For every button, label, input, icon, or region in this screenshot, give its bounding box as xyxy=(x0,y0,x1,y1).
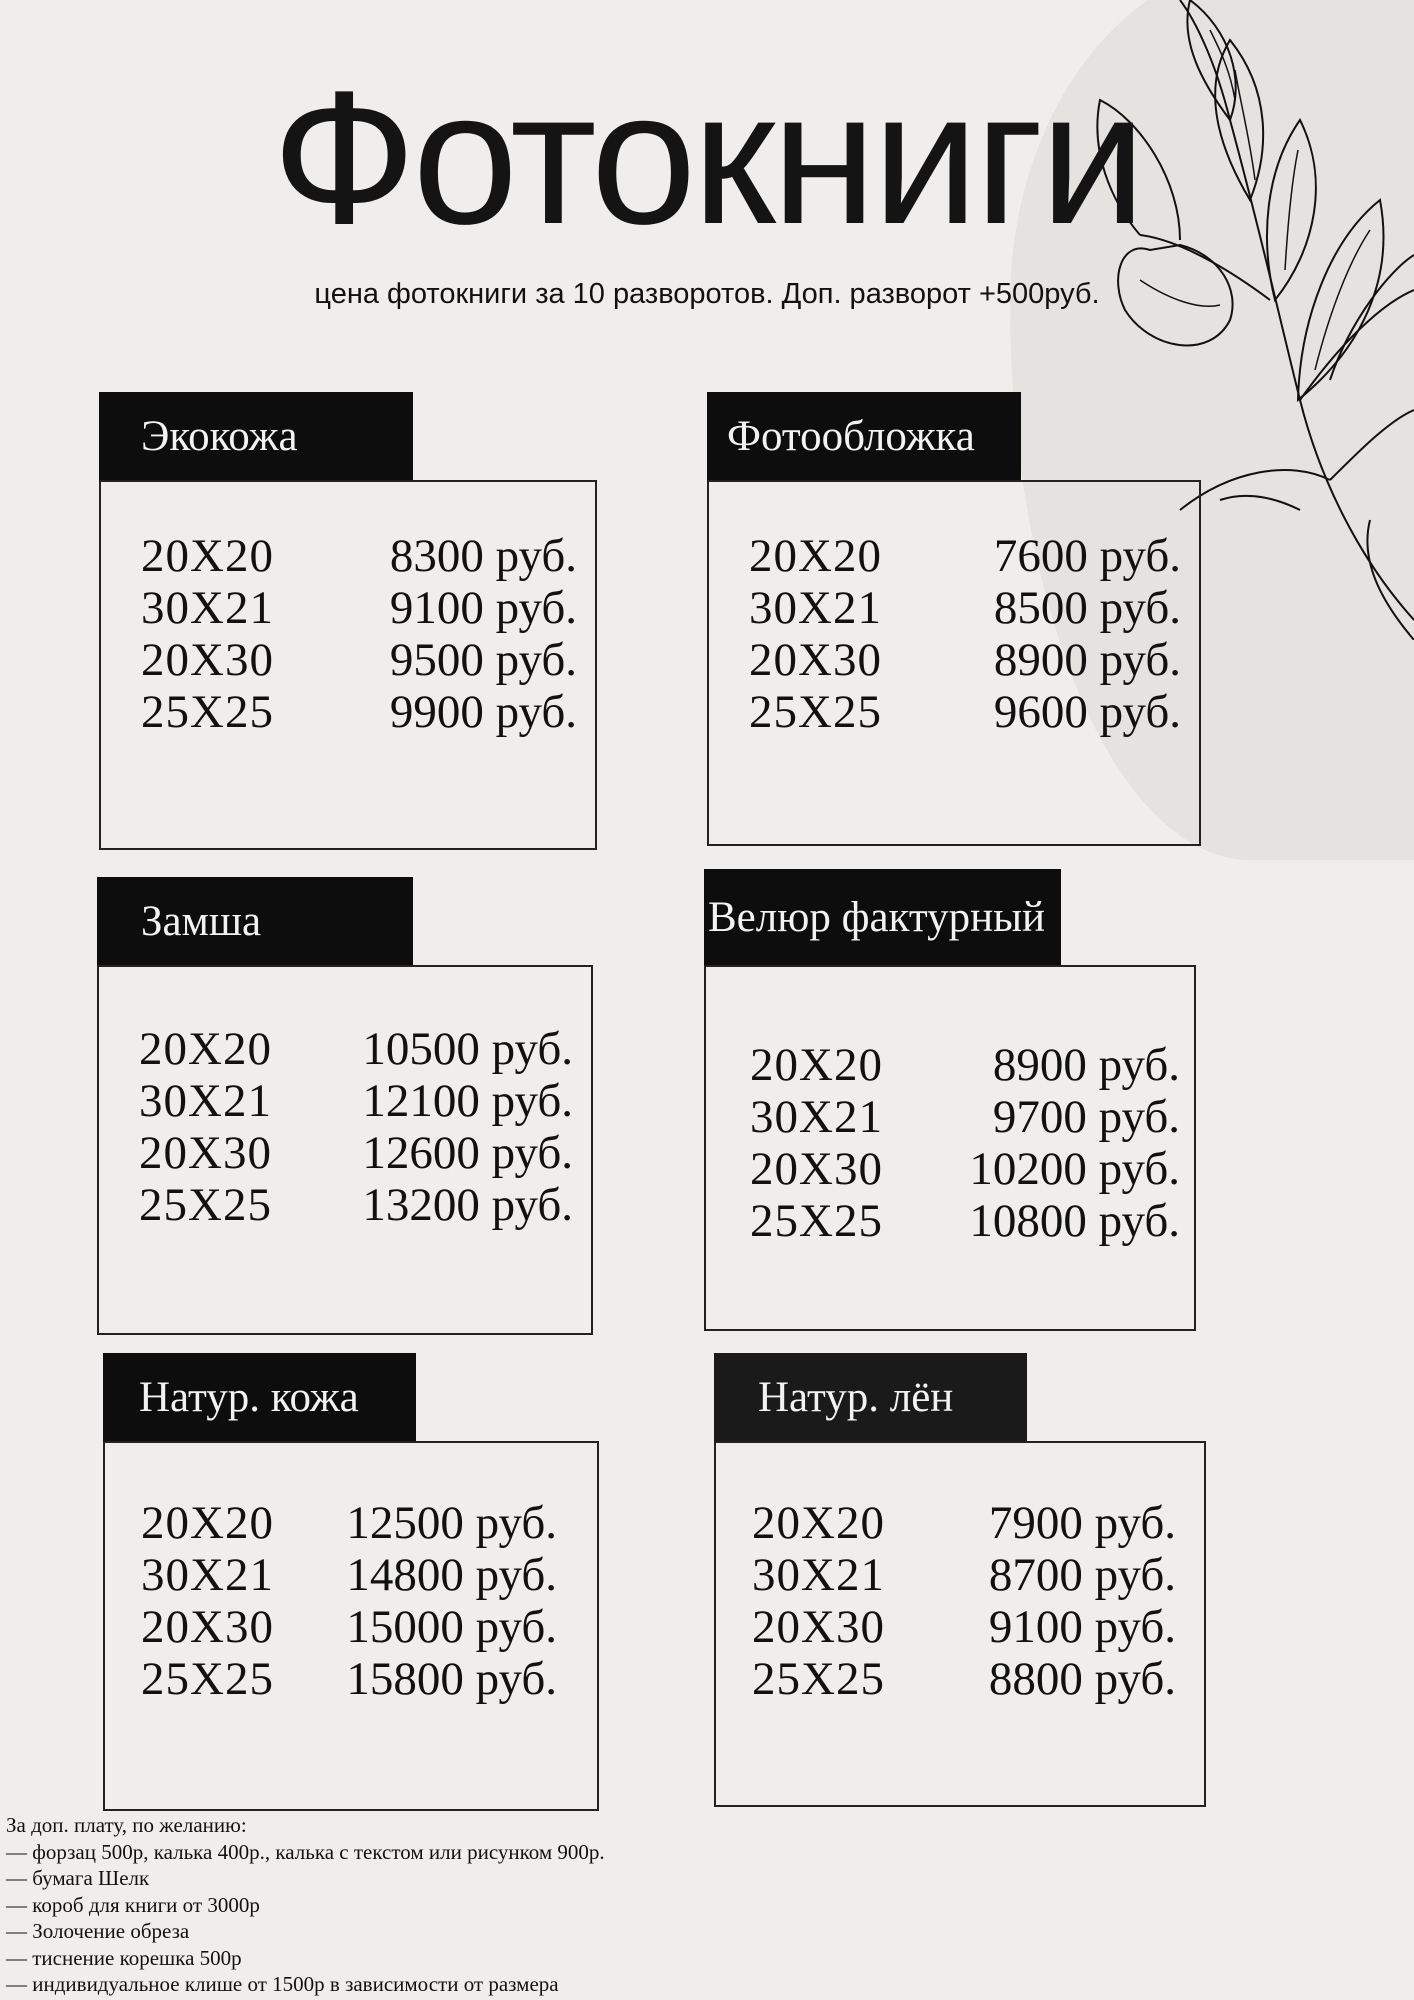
card-tab xyxy=(99,392,413,482)
price-value: 15000 руб. xyxy=(346,1601,557,1653)
card-title: Натур. кожа xyxy=(139,1374,359,1421)
size-label: 25Х25 xyxy=(141,1653,274,1705)
price-row xyxy=(752,1497,1176,1549)
price-value: 9100 руб. xyxy=(389,582,577,634)
price-value: 13200 руб. xyxy=(362,1179,573,1231)
price-value: 8800 руб. xyxy=(988,1653,1176,1705)
price-value: 8300 руб. xyxy=(389,530,577,582)
price-list xyxy=(141,530,577,738)
size-label: 30Х21 xyxy=(139,1075,272,1127)
price-list xyxy=(139,1023,573,1231)
price-row xyxy=(141,1653,557,1705)
size-label: 20Х30 xyxy=(139,1127,272,1179)
price-row xyxy=(749,530,1181,582)
price-row xyxy=(752,1653,1176,1705)
card-box xyxy=(99,480,597,850)
price-list xyxy=(752,1497,1176,1705)
card-title: Фотообложка xyxy=(727,413,975,460)
page-subtitle: цена фотокниги за 10 разворотов. Доп. разворот +500руб. xyxy=(314,278,1100,310)
price-value: 9900 руб. xyxy=(389,686,577,738)
footnote-item: — Золочение обреза xyxy=(6,1919,190,1943)
price-row xyxy=(139,1127,573,1179)
price-row xyxy=(139,1023,573,1075)
price-row xyxy=(141,686,577,738)
price-row xyxy=(749,634,1181,686)
size-label: 25Х25 xyxy=(749,686,882,738)
footnote-item: — тиснение корешка 500р xyxy=(6,1945,242,1970)
price-row xyxy=(752,1601,1176,1653)
card-title: Велюр фактурный xyxy=(708,894,1046,941)
price-value: 9700 руб. xyxy=(992,1091,1180,1143)
card-title: Замша xyxy=(141,898,262,945)
price-value: 8900 руб. xyxy=(992,1039,1180,1091)
price-row xyxy=(749,582,1181,634)
footnote-item: — короб для книги от 3000р xyxy=(6,1892,260,1917)
size-label: 25Х25 xyxy=(750,1195,883,1247)
size-label: 25Х25 xyxy=(752,1653,885,1705)
card-box xyxy=(103,1441,599,1811)
card-box xyxy=(704,965,1196,1331)
page-title: Фотокниги xyxy=(271,52,1143,264)
price-value: 9500 руб. xyxy=(389,634,577,686)
price-value: 9600 руб. xyxy=(993,686,1181,738)
card-tab xyxy=(704,869,1061,967)
size-label: 30Х21 xyxy=(752,1549,885,1601)
size-label: 30Х21 xyxy=(141,1549,274,1601)
price-value: 12600 руб. xyxy=(362,1127,573,1179)
price-row xyxy=(141,1549,557,1601)
price-row xyxy=(750,1195,1180,1247)
price-row xyxy=(141,634,577,686)
price-row xyxy=(141,530,577,582)
size-label: 20Х30 xyxy=(141,634,274,686)
size-label: 20Х30 xyxy=(752,1601,885,1653)
price-value: 15800 руб. xyxy=(346,1653,557,1705)
footnote-item: — форзац 500р, калька 400р., калька с текстом или рисунком 900р. xyxy=(6,1839,605,1864)
size-label: 20Х30 xyxy=(750,1143,883,1195)
size-label: 30Х21 xyxy=(749,582,882,634)
size-label: 30Х21 xyxy=(750,1091,883,1143)
size-label: 20Х30 xyxy=(141,1601,274,1653)
size-label: 25Х25 xyxy=(139,1179,272,1231)
price-value: 12500 руб. xyxy=(346,1497,557,1549)
price-list xyxy=(141,1497,557,1705)
size-label: 30Х21 xyxy=(141,582,274,634)
card-box xyxy=(707,480,1201,846)
card-tab xyxy=(707,392,1021,482)
card-title: Экокожа xyxy=(141,413,298,460)
price-list xyxy=(750,1039,1180,1247)
card-box xyxy=(714,1441,1206,1807)
price-value: 7900 руб. xyxy=(988,1497,1176,1549)
price-list xyxy=(749,530,1181,738)
size-label: 25Х25 xyxy=(141,686,274,738)
price-value: 10800 руб. xyxy=(969,1195,1180,1247)
size-label: 20Х30 xyxy=(749,634,882,686)
price-row xyxy=(141,1601,557,1653)
extras-footnotes xyxy=(6,1812,605,1998)
price-row xyxy=(139,1075,573,1127)
price-value: 10500 руб. xyxy=(362,1023,573,1075)
price-row xyxy=(752,1549,1176,1601)
price-value: 14800 руб. xyxy=(346,1549,557,1601)
price-value: 12100 руб. xyxy=(362,1075,573,1127)
card-title: Натур. лён xyxy=(758,1374,954,1421)
price-row xyxy=(141,582,577,634)
size-label: 20Х20 xyxy=(750,1039,883,1091)
price-value: 8500 руб. xyxy=(993,582,1181,634)
price-row xyxy=(749,686,1181,738)
size-label: 20Х20 xyxy=(141,1497,274,1549)
price-value: 8900 руб. xyxy=(993,634,1181,686)
size-label: 20Х20 xyxy=(749,530,882,582)
price-value: 10200 руб. xyxy=(969,1143,1180,1195)
footnote-item: — индивидуальное клише от 1500р в зависимости от размера xyxy=(6,1972,559,1996)
card-tab xyxy=(97,877,413,967)
size-label: 20Х20 xyxy=(139,1023,272,1075)
card-tab xyxy=(714,1353,1027,1443)
price-row xyxy=(139,1179,573,1231)
size-label: 20Х20 xyxy=(141,530,274,582)
price-row xyxy=(750,1091,1180,1143)
card-box xyxy=(97,965,593,1335)
footnotes-heading: За доп. плату, по желанию: xyxy=(6,1813,247,1837)
price-value: 7600 руб. xyxy=(993,530,1181,582)
card-tab xyxy=(103,1353,416,1443)
price-value: 9100 руб. xyxy=(988,1601,1176,1653)
price-row xyxy=(750,1039,1180,1091)
price-value: 8700 руб. xyxy=(988,1549,1176,1601)
footnote-item: — бумага Шелк xyxy=(6,1866,150,1890)
price-row xyxy=(750,1143,1180,1195)
size-label: 20Х20 xyxy=(752,1497,885,1549)
price-row xyxy=(141,1497,557,1549)
